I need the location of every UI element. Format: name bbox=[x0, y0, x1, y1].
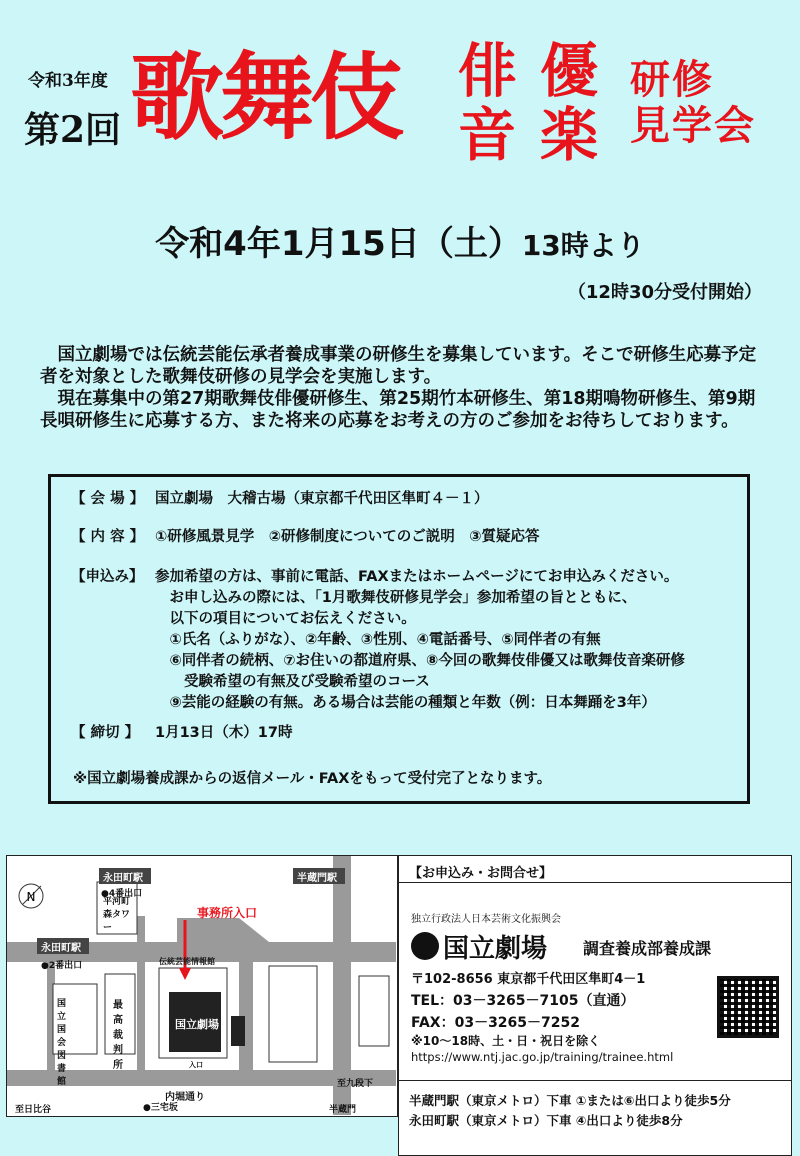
content-value: ①研修風景見学 ②研修制度についてのご説明 ③質疑応答 bbox=[155, 529, 540, 545]
venue-row bbox=[71, 489, 489, 510]
event-date bbox=[0, 216, 800, 265]
apply-line: 以下の項目についてお伝えください。 bbox=[169, 611, 416, 627]
map-theater-label: 国立劇場 bbox=[175, 1018, 219, 1031]
map-office-entrance: 事務所入口 bbox=[197, 906, 258, 920]
map-mori-tower: 平河町森タワー bbox=[103, 897, 131, 933]
contact-theater-name: 国立劇場 bbox=[443, 934, 548, 964]
intro-paragraph-2: 現在募集中の第27期歌舞伎俳優研修生、第25期竹本研修生、第18期鳴物研修生、第9期長唄研修生に応募する方、また将来の応募をお考えの方のご参加をお待ちしております。 bbox=[40, 389, 756, 431]
map-hanzomon: 半蔵門 bbox=[329, 1105, 357, 1115]
contact-hours: ※10～18時、土・日・祝日を除く bbox=[411, 1034, 601, 1048]
title-kengakukai: 見学会 bbox=[630, 103, 756, 149]
title-kenshu: 研修 bbox=[630, 57, 714, 103]
apply-line: お申し込みの際には、「1月歌舞伎研修見学会」参加希望の旨とともに、 bbox=[169, 590, 637, 606]
venue-label: 【 会 場 】 bbox=[71, 491, 145, 507]
intro-paragraph-1: 国立劇場では伝統芸能伝承者養成事業の研修生を募集しています。そこで研修生応募予定者を対象とした歌舞伎研修の見学会を実施します。 bbox=[40, 345, 757, 387]
map-exit-4: ●4番出口 bbox=[101, 889, 143, 899]
map-road bbox=[137, 916, 145, 1086]
contact-tel: TEL：03－3265－7105（直通） bbox=[411, 993, 635, 1009]
title-char-on: 音 bbox=[458, 101, 517, 169]
deadline-label: 【 締切 】 bbox=[71, 725, 140, 741]
details-box bbox=[48, 474, 750, 804]
access-line-2: 永田町駅（東京メトロ）下車 ④出口より徒歩8分 bbox=[409, 1113, 683, 1128]
north-label: N bbox=[26, 890, 36, 904]
kabuki-title: 歌舞伎 bbox=[130, 44, 401, 153]
event-time: 13時より bbox=[521, 229, 645, 262]
map-block-police bbox=[359, 976, 389, 1046]
map-traditional-center: 伝統芸能情報館 bbox=[159, 957, 215, 966]
content-row bbox=[71, 527, 540, 548]
venue-value: 国立劇場 大稽古場（東京都千代田区隼町４－１） bbox=[155, 491, 489, 507]
access-map bbox=[6, 855, 398, 1117]
apply-line: 参加希望の方は、事前に電話、FAXまたはホームページにてお申込みください。 bbox=[155, 569, 679, 585]
title-char-gaku: 楽 bbox=[540, 101, 599, 169]
map-uchibori: 内堀通り bbox=[165, 1092, 205, 1103]
map-to-hibiya: 至日比谷 bbox=[15, 1105, 52, 1115]
apply-line: 受験希望の有無及び受験希望のコース bbox=[184, 674, 430, 690]
apply-value bbox=[155, 567, 735, 714]
contact-box bbox=[398, 855, 792, 1117]
contact-heading: 【お申込み・お問合せ】 bbox=[409, 866, 553, 881]
contact-url[interactable]: https://www.ntj.jac.go.jp/training/trainee.html bbox=[411, 1050, 674, 1064]
apply-line: ①氏名（ふりがな）、②年齢、③性別、④電話番号、⑤同伴者の有無 bbox=[169, 632, 601, 648]
map-court-label: 最高裁判所 bbox=[113, 1000, 123, 1071]
content-label: 【 内 容 】 bbox=[71, 529, 145, 545]
map-hanzomon-station: 半蔵門駅 bbox=[297, 873, 337, 884]
deadline-value: 1月13日（木）17時 bbox=[155, 725, 293, 741]
title-char-yu: 優 bbox=[540, 37, 599, 105]
map-exit-2: ●2番出口 bbox=[41, 961, 83, 971]
map-miyakezaka: ●三宅坂 bbox=[143, 1103, 178, 1113]
contact-dept: 調査養成部養成課 bbox=[583, 939, 712, 958]
qr-code[interactable] bbox=[717, 976, 779, 1038]
map-block-hotel bbox=[269, 966, 317, 1062]
contact-address: 〒102-8656 東京都千代田区隼町4－1 bbox=[411, 972, 646, 987]
round-label: 第2回 bbox=[24, 109, 122, 151]
apply-label: 【申込み】 bbox=[71, 569, 144, 585]
ntj-logo-icon bbox=[411, 932, 439, 960]
event-date-text: 令和4年1月15日（土） bbox=[155, 224, 522, 264]
contact-org: 独立行政法人日本芸術文化振興会 bbox=[411, 914, 561, 925]
completion-note: ※国立劇場養成課からの返信メール・FAXをもって受付完了となります。 bbox=[73, 771, 552, 787]
access-box bbox=[398, 1080, 792, 1156]
map-to-kudanshita: 至九段下 bbox=[337, 1079, 374, 1089]
map-nagatacho-left: 永田町駅 bbox=[41, 943, 81, 954]
contact-fax: FAX：03－3265－7252 bbox=[411, 1015, 580, 1031]
deadline-row bbox=[71, 723, 293, 744]
access-line-1: 半蔵門駅（東京メトロ）下車 ①または⑥出口より徒歩5分 bbox=[409, 1093, 731, 1108]
apply-line: ⑨芸能の経験の有無。ある場合は芸能の種類と年数（例：日本舞踊を3年） bbox=[169, 695, 656, 711]
apply-line: ⑥同伴者の続柄、⑦お住いの都道府県、⑧今回の歌舞伎俳優又は歌舞伎音楽研修 bbox=[169, 653, 685, 669]
reception-time: （12時30分受付開始） bbox=[567, 282, 762, 303]
map-road bbox=[239, 942, 253, 1070]
map-nagatacho-top: 永田町駅 bbox=[103, 873, 143, 884]
fiscal-year-label: 令和3年度 bbox=[28, 71, 108, 91]
map-library-label: 国立国会図書館 bbox=[57, 999, 67, 1087]
title-char-hai: 俳 bbox=[458, 37, 517, 105]
map-annex-building bbox=[231, 1016, 245, 1046]
map-entrance: 入口 bbox=[189, 1061, 203, 1069]
apply-row bbox=[71, 567, 685, 711]
contact-divider bbox=[399, 882, 791, 883]
intro-text bbox=[40, 344, 765, 432]
